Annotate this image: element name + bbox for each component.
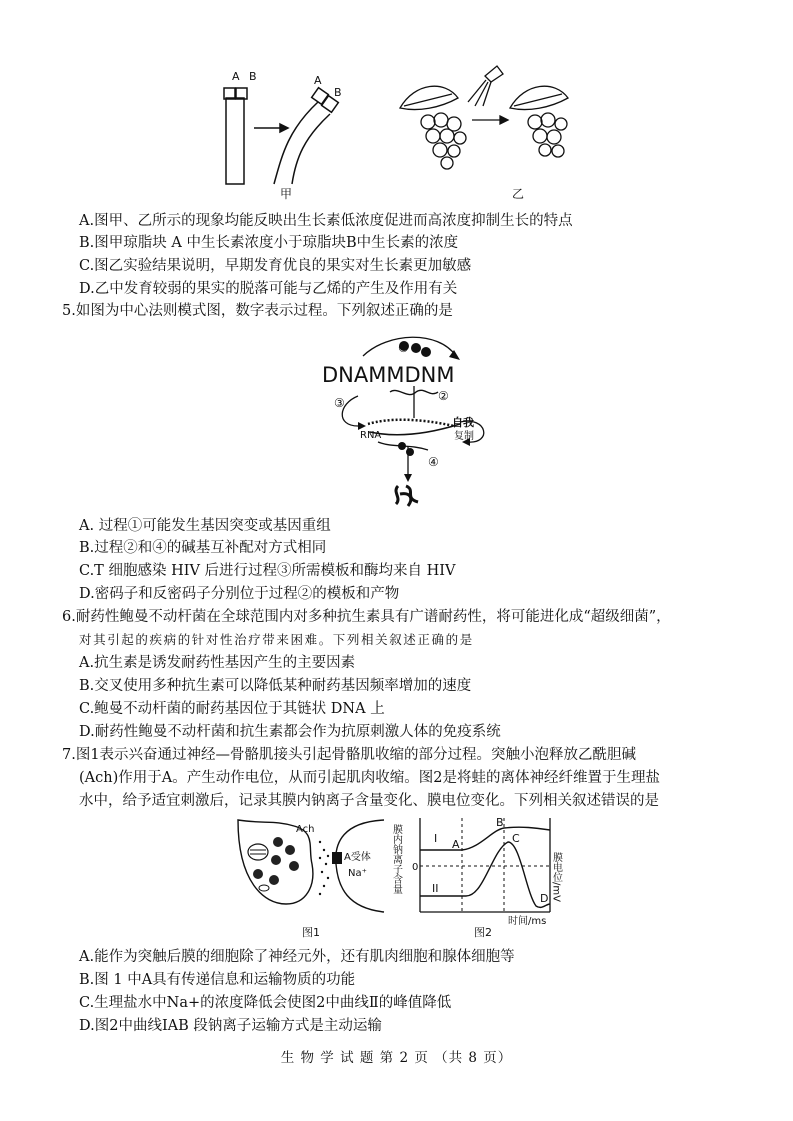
q7-option-b: B.图 1 中A具有传递信息和运输物质的功能: [79, 972, 356, 988]
q6-option-d: D.耐药性鲍曼不动杆菌和抗生素都会作为抗原刺激人体的免疫系统: [79, 724, 501, 740]
central-dogma-banner: DNAMMDNM: [322, 363, 455, 387]
q7-stem-line2: (Ach)作用于A。产生动作电位，从而引起肌肉收缩。图2是将蛙的离体神经纤维置于生理盐: [79, 770, 660, 786]
jia-caption: 甲: [280, 187, 293, 201]
figure-1-junction: [234, 812, 404, 942]
q4-option-b: B.图甲琼脂块 A 中生长素浓度小于琼脂块B中生长素的浓度: [79, 235, 459, 251]
jia-label-b2: B: [334, 86, 342, 99]
q7-option-c: C.生理盐水中Na+的浓度降低会使图2中曲线Ⅱ的峰值降低: [79, 995, 452, 1011]
q7-stem-line1: 7.图1表示兴奋通过神经—骨骼肌接头引起骨骼肌收缩的部分过程。突触小泡释放乙酰胆碱: [62, 747, 637, 763]
q5-option-b: B.过程②和④的碱基互补配对方式相同: [79, 540, 327, 556]
q5-option-c: C.T 细胞感染 HIV 后进行过程③所需模板和酶均来自 HIV: [79, 563, 456, 579]
figure-yi: [400, 66, 568, 169]
q6-stem-line2: 对其引起的疾病的针对性治疗带来困难。下列相关叙述正确的是: [79, 632, 474, 647]
jia-label-a: A: [232, 70, 240, 83]
jia-label-a2: A: [314, 74, 322, 87]
yi-caption: 乙: [512, 187, 525, 201]
process-4-mark: ④: [428, 455, 439, 469]
figure-jia: [224, 88, 338, 184]
process-2-mark: ②: [438, 389, 449, 403]
q5-stem: 5.如图为中心法则模式图，数字表示过程。下列叙述正确的是: [62, 303, 453, 319]
q4-option-c: C.图乙实验结果说明，早期发育优良的果实对生长素更加敏感: [79, 258, 472, 274]
figure-2-caption: 图2: [474, 926, 492, 939]
process-3-mark: ③: [334, 396, 345, 410]
q7-option-d: D.图2中曲线IAB 段钠离子运输方式是主动运输: [79, 1018, 382, 1034]
q4-option-d: D.乙中发育较弱的果实的脱落可能与乙烯的产生及作用有关: [79, 281, 458, 297]
figure-1-caption: 图1: [302, 926, 320, 939]
curve-ii: [420, 842, 550, 907]
a-receptor-label: A受体: [344, 852, 371, 863]
rna-label: RNA: [360, 430, 382, 441]
figure-2-chart: [390, 812, 586, 942]
jia-label-b: B: [249, 70, 257, 83]
y-left-label: 膜内钠离子含量: [390, 824, 402, 894]
y-right-label: 膜电位/mV: [550, 852, 562, 902]
na-label: Na⁺: [348, 868, 367, 879]
q4-option-a: A.图甲、乙所示的现象均能反映出生长素低浓度促进而高浓度抑制生长的特点: [79, 213, 573, 229]
q5-option-a: A. 过程①可能发生基因突变或基因重组: [79, 518, 331, 534]
curve-i: [420, 827, 550, 850]
point-a-label: A: [452, 838, 460, 851]
central-dogma-figure: [318, 326, 498, 508]
x-axis-label: 时间/ms: [508, 916, 547, 927]
q6-stem-line1: 6.耐药性鲍曼不动杆菌在全球范围内对多种抗生素具有广谱耐药性，将可能进化成“超级细菌”，: [62, 609, 671, 625]
curve-i-label: I: [434, 832, 438, 845]
self-replication-line1: 自我: [452, 416, 474, 429]
process-1-mark: ①: [398, 341, 409, 355]
q7-option-a: A.能作为突触后膜的细胞除了神经元外，还有肌肉细胞和腺体细胞等: [79, 949, 515, 965]
q7-stem-line3: 水中，给予适宜刺激后，记录其膜内钠离子含量变化、膜电位变化。下列相关叙述错误的是: [79, 793, 659, 809]
q6-option-b: B.交叉使用多种抗生素可以降低某种耐药基因频率增加的速度: [79, 678, 472, 694]
page-footer: 生 物 学 试 题 第 2 页 （共 8 页）: [280, 1050, 513, 1066]
figure-jia-yi: [200, 60, 580, 205]
q6-option-c: C.鲍曼不动杆菌的耐药基因位于其链状 DNA 上: [79, 701, 385, 717]
point-d-label: D: [540, 892, 549, 905]
point-b-label: B: [496, 816, 504, 829]
q6-option-a: A.抗生素是诱发耐药性基因产生的主要因素: [79, 655, 356, 671]
curve-ii-label: II: [432, 882, 439, 895]
self-replication-line2: 复制: [454, 431, 474, 442]
ach-label: Ach: [296, 824, 315, 835]
zero-tick-label: 0: [412, 862, 419, 873]
q5-option-d: D.密码子和反密码子分别位于过程②的模板和产物: [79, 586, 400, 602]
point-c-label: C: [512, 832, 520, 845]
